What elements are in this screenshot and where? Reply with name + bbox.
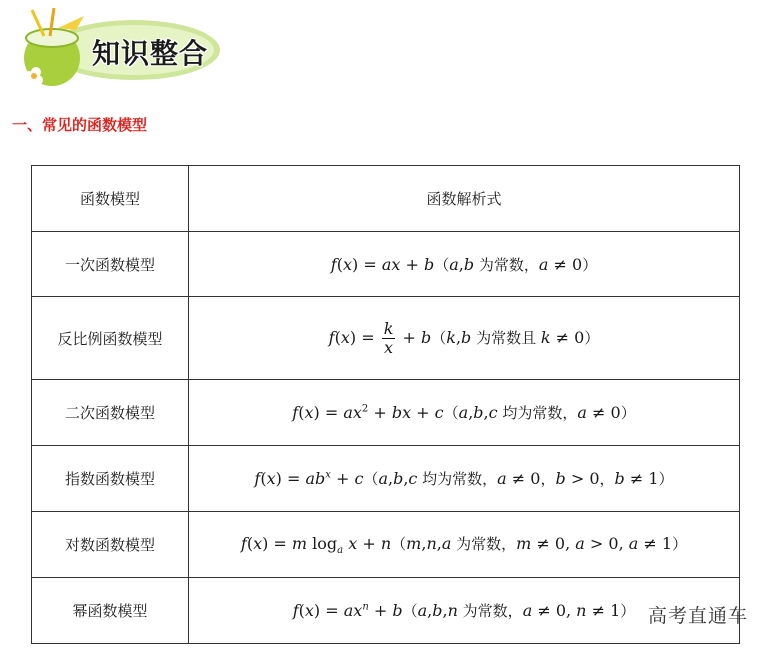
model-formula: f(x) = $\frac{k}{x}$ + b（k,b 为常数且 k ≠ 0） bbox=[189, 297, 740, 380]
model-name: 二次函数模型 bbox=[32, 380, 189, 446]
table-row bbox=[32, 232, 740, 297]
model-name: 反比例函数模型 bbox=[32, 297, 189, 380]
table-row bbox=[32, 380, 740, 446]
model-name: 对数函数模型 bbox=[32, 512, 189, 578]
model-formula: $f(x) = ax^n + b(a,b,n$ 为常数，a ≠ 0, n ≠ 1） bbox=[189, 578, 740, 644]
model-formula: $f(x) = ax^2$ + bx + c（a,b,c 均为常数，a ≠ 0） bbox=[189, 380, 740, 446]
model-formula: $f(x) = ab^x + c(a,b,c$ 均为常数，a ≠ 0，b > 0，b ≠ 1） bbox=[189, 446, 740, 512]
model-name: 一次函数模型 bbox=[32, 232, 189, 297]
function-models-table bbox=[31, 165, 740, 644]
model-name: 幂函数模型 bbox=[32, 578, 189, 644]
header-model: 函数模型 bbox=[32, 166, 189, 232]
table-row bbox=[32, 446, 740, 512]
table-header-row bbox=[32, 166, 740, 232]
section-banner bbox=[14, 6, 224, 88]
section-heading: 一、常见的函数模型 bbox=[12, 116, 148, 134]
model-formula: f(x) = ax + b（a,b 为常数，a ≠ 0） bbox=[189, 232, 740, 297]
watermark-text: 高考直通车 bbox=[647, 605, 748, 627]
table-row bbox=[32, 297, 740, 380]
model-name: 指数函数模型 bbox=[32, 446, 189, 512]
banner-title: 知识整合 bbox=[92, 37, 209, 70]
table-row bbox=[32, 512, 740, 578]
model-formula: f(x) = m $\log_a x + n(m,n,a$ 为常数，m ≠ 0, a > 0, a ≠ 1） bbox=[189, 512, 740, 578]
header-formula: 函数解析式 bbox=[189, 166, 740, 232]
table-row bbox=[32, 578, 740, 644]
